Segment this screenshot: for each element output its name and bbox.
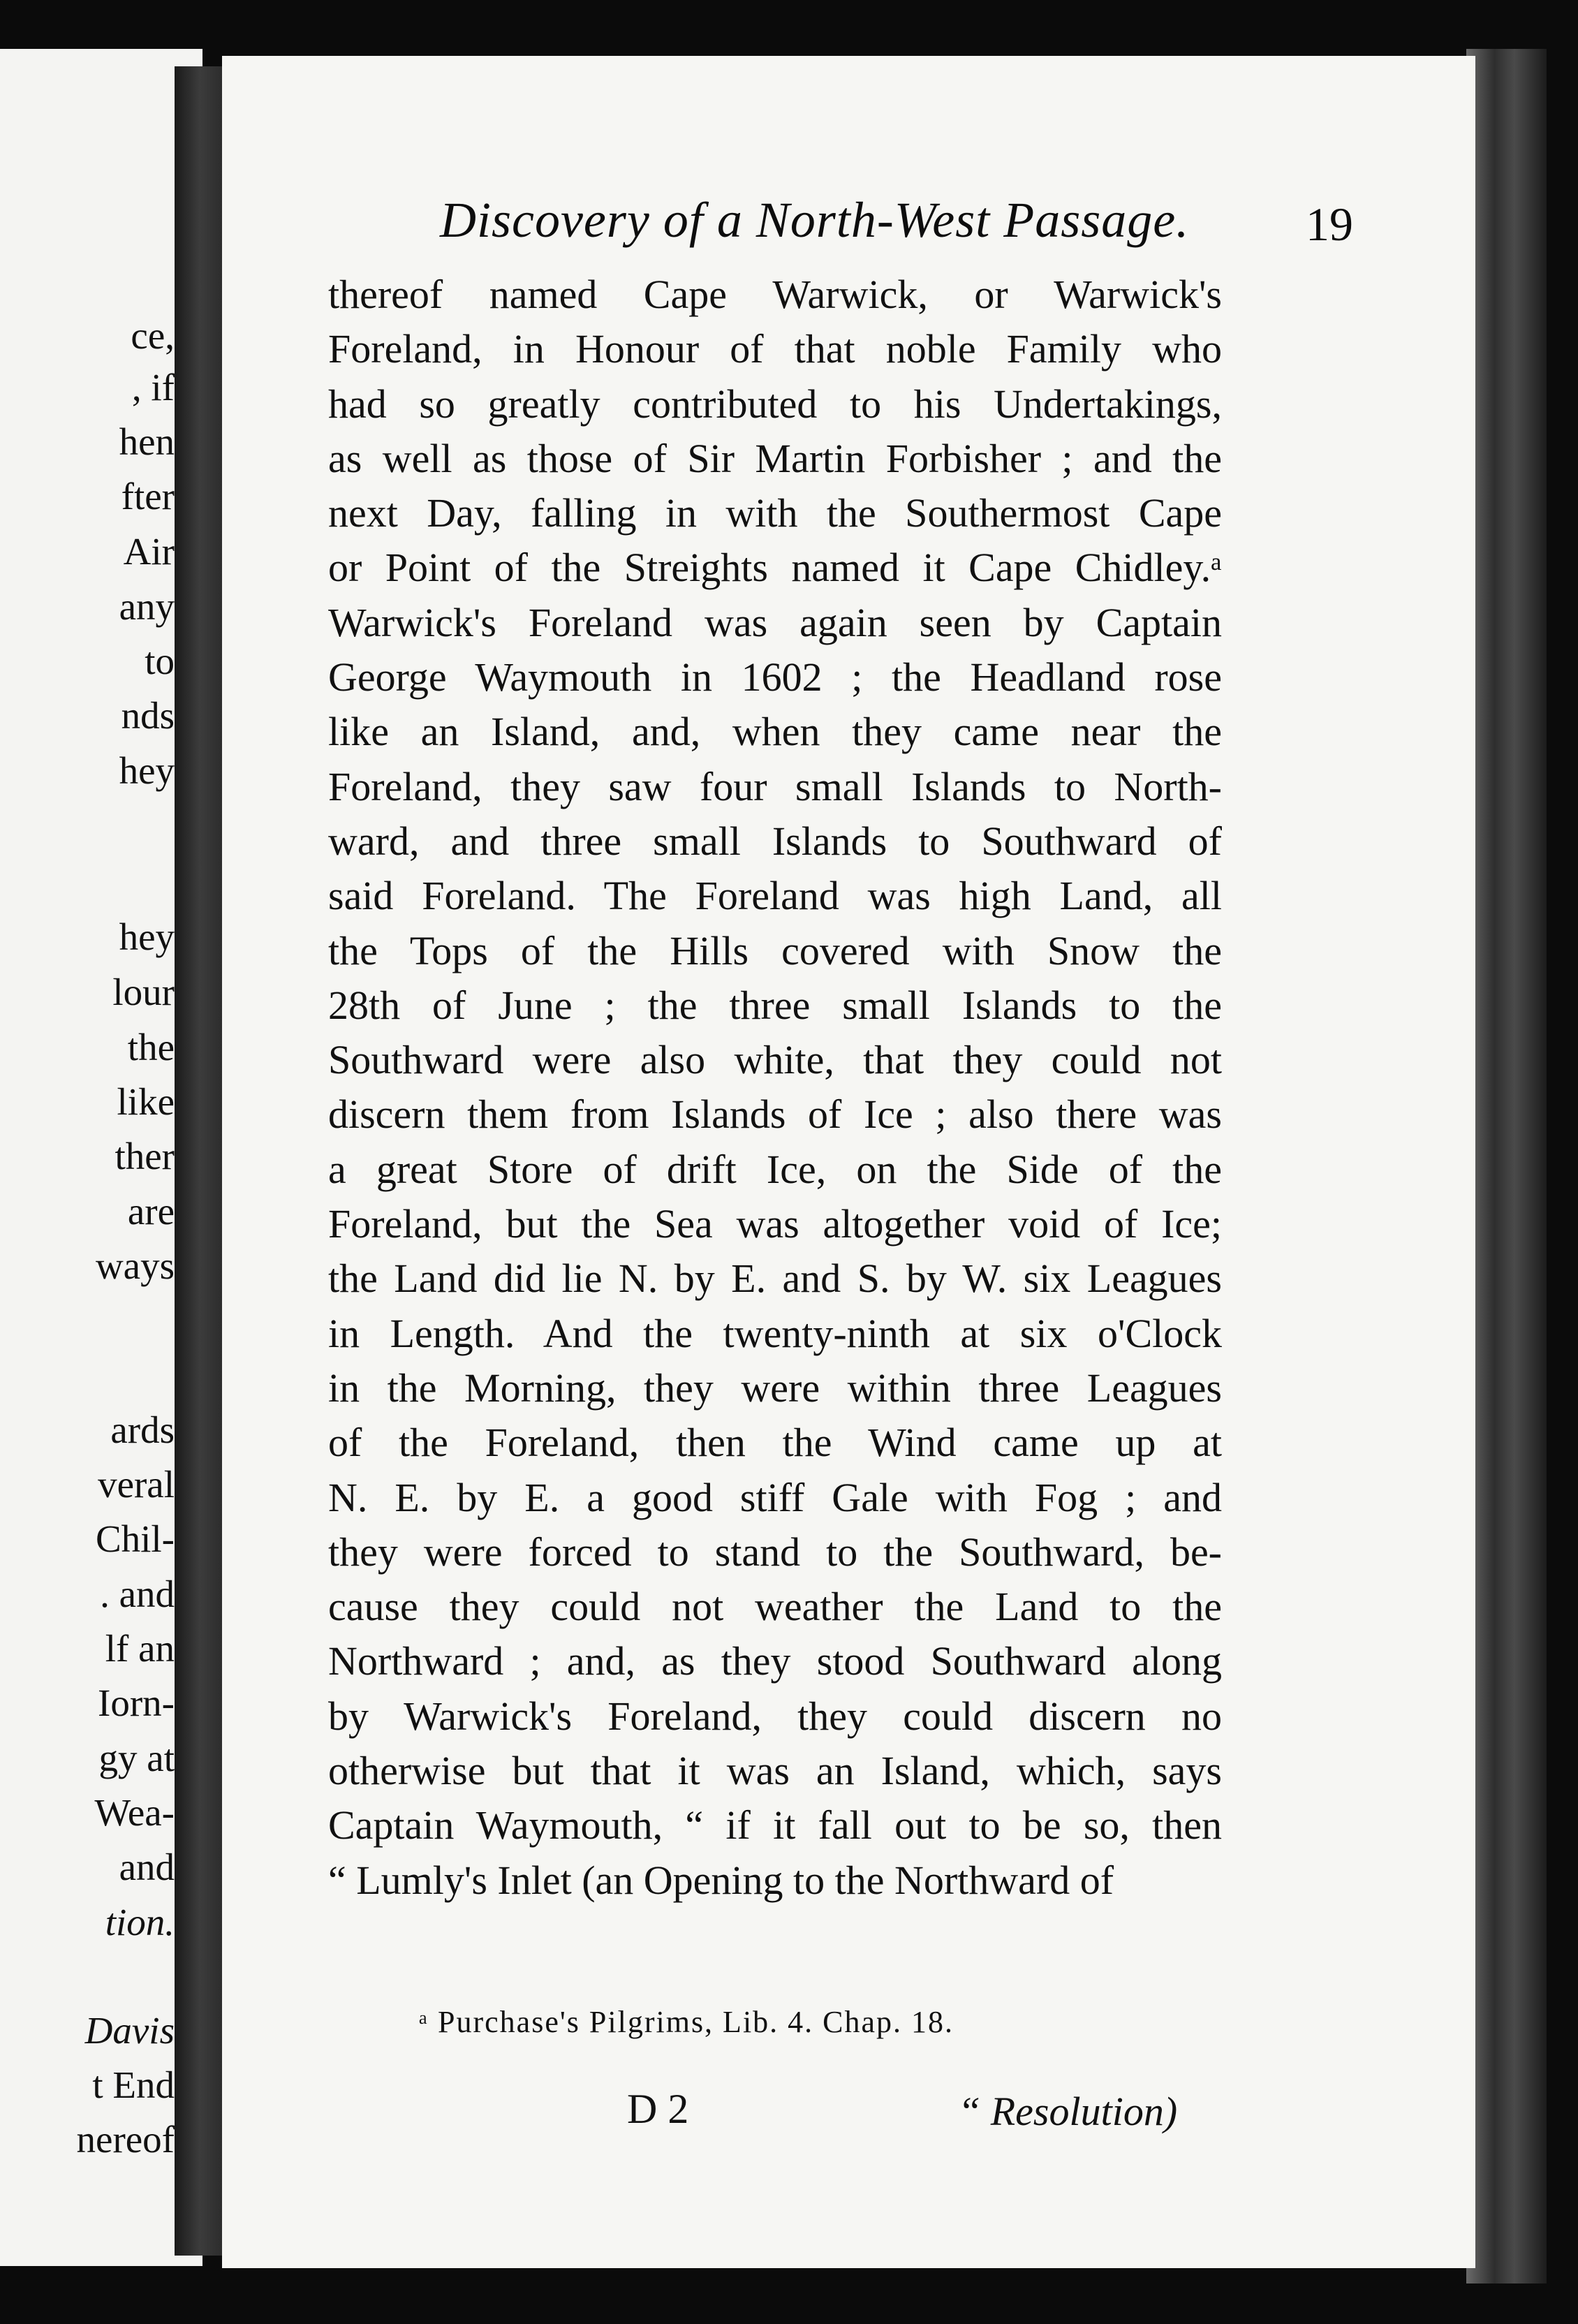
text-line: had so greatly contributed to his Undertakings, — [328, 381, 1222, 427]
left-page-fragment: fter — [121, 475, 175, 517]
text-line: cause they could not weather the Land to the — [328, 1584, 1222, 1630]
text-line: they were forced to stand to the Southward, be- — [328, 1529, 1222, 1575]
left-page-fragment: to — [145, 640, 175, 682]
left-page-fragment: the — [127, 1026, 175, 1068]
text-line: like an Island, and, when they came near the — [328, 709, 1222, 755]
text-line: Foreland, they saw four small Islands to North- — [328, 763, 1222, 809]
left-page-fragment: , if — [131, 366, 175, 409]
left-page-fragment: lour — [112, 971, 175, 1013]
text-line: George Waymouth in 1602 ; the Headland rose — [328, 654, 1222, 700]
text-line: by Warwick's Foreland, they could discern no — [328, 1693, 1222, 1739]
signature-mark: D 2 — [627, 2086, 689, 2132]
text-line: or Point of the Streights named it Cape Chidley.ᵃ — [328, 545, 1222, 591]
left-page-fragment: lf an — [105, 1627, 175, 1670]
left-page-fragment: Wea- — [94, 1791, 175, 1834]
left-page-fragment: like — [117, 1080, 175, 1123]
text-line: said Foreland. The Foreland was high Land, all — [328, 873, 1222, 919]
text-line: Foreland, but the Sea was altogether void of Ice; — [328, 1201, 1222, 1247]
left-page-fragment: gy at — [98, 1737, 175, 1779]
left-page-fragment: ards — [110, 1409, 175, 1451]
page-edge-shadow — [1466, 49, 1547, 2283]
left-page-fragment: hen — [119, 420, 175, 463]
text-line: N. E. by E. a good stiff Gale with Fog ; and — [328, 1474, 1222, 1520]
text-line: ward, and three small Islands to Southward of — [328, 818, 1222, 864]
text-line: the Land did lie N. by E. and S. by W. six Leagues — [328, 1256, 1222, 1302]
left-page-fragment: ways — [95, 1244, 175, 1287]
left-page-fragment: nereof — [76, 2118, 175, 2161]
facing-left-page — [0, 49, 202, 2266]
running-head: Discovery of a North-West Passage. — [440, 192, 1190, 248]
text-line: Southward were also white, that they could not — [328, 1037, 1222, 1083]
text-line: Warwick's Foreland was again seen by Captain — [328, 599, 1222, 645]
catchword: “ Resolution) — [958, 2089, 1178, 2134]
footnote: ᵃ Purchase's Pilgrims, Lib. 4. Chap. 18. — [419, 2005, 954, 2039]
body-text — [328, 267, 1222, 1908]
text-line: “ Lumly's Inlet (an Opening to the Northward of — [328, 1857, 1114, 1903]
text-line: as well as those of Sir Martin Forbisher ; and the — [328, 435, 1222, 481]
page-number: 19 — [1306, 198, 1353, 251]
text-line: Northward ; and, as they stood Southward along — [328, 1638, 1222, 1684]
left-page-fragment: nds — [121, 694, 175, 737]
text-line: in the Morning, they were within three Leagues — [328, 1365, 1222, 1411]
left-page-fragment: t End — [92, 2064, 175, 2106]
left-page-fragment: are — [127, 1190, 175, 1233]
text-line: thereof named Cape Warwick, or Warwick's — [328, 272, 1222, 317]
text-line: Foreland, in Honour of that noble Family who — [328, 326, 1222, 372]
left-page-fragment: Iorn- — [98, 1682, 175, 1724]
left-page-fragment: ther — [115, 1135, 175, 1177]
left-page-fragment: hey — [119, 749, 175, 792]
left-page-fragment: any — [119, 585, 175, 628]
left-page-fragment: ce, — [131, 314, 175, 357]
text-line: a great Store of drift Ice, on the Side of the — [328, 1146, 1222, 1192]
left-page-fragment: . and — [100, 1573, 175, 1615]
left-page-fragment: hey — [119, 915, 175, 958]
left-page-fragment: Chil- — [95, 1517, 175, 1560]
left-page-fragment: and — [119, 1846, 175, 1888]
text-line: in Length. And the twenty-ninth at six o'Clock — [328, 1310, 1222, 1356]
left-page-fragment: Davis — [84, 2009, 175, 2052]
text-line: Captain Waymouth, “ if it fall out to be so, then — [328, 1802, 1222, 1848]
text-line: next Day, falling in with the Southermost Cape — [328, 490, 1222, 536]
text-line: 28th of June ; the three small Islands to the — [328, 982, 1222, 1028]
left-page-fragment: veral — [98, 1463, 175, 1506]
left-page-fragment: Air — [123, 530, 175, 573]
text-line: discern them from Islands of Ice ; also there was — [328, 1091, 1222, 1138]
text-line: of the Foreland, then the Wind came up at — [328, 1420, 1222, 1466]
text-line: the Tops of the Hills covered with Snow the — [328, 927, 1222, 973]
text-line: otherwise but that it was an Island, which, says — [328, 1748, 1222, 1794]
left-page-fragment: tion. — [105, 1901, 175, 1943]
